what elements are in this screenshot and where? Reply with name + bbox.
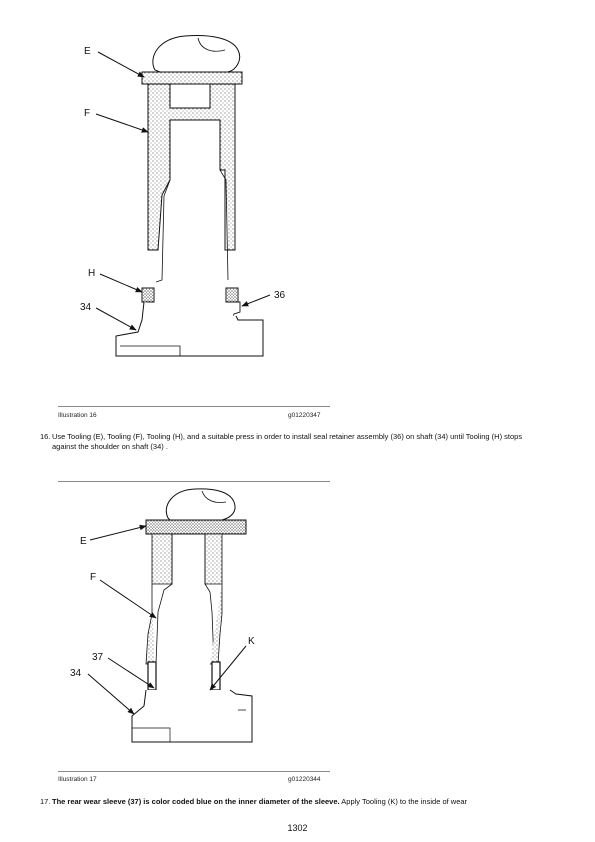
callout-37: 37 — [92, 652, 104, 663]
step-text: Use Tooling (E), Tooling (F), Tooling (H), and a suitable press in order to install seal retainer assembly (36) on shaft (34) until Tooling (H) stops against the shoulder on shaft (34) . — [52, 432, 523, 451]
callout-e: E — [80, 536, 87, 547]
press-ram — [166, 489, 235, 520]
tooling-h-left — [142, 288, 154, 302]
shaft-34 — [132, 690, 252, 742]
callout-36: 36 — [274, 290, 286, 301]
caption-code: g01220344 — [288, 776, 321, 783]
callout-e: E — [84, 46, 91, 57]
caption-label: Illustration 16 — [58, 412, 97, 419]
figure-top-rule — [58, 481, 330, 482]
callout-h: H — [88, 268, 96, 279]
step-text: Apply Tooling (K) to the inside of wear — [339, 797, 468, 806]
tooling-e-plate — [146, 520, 246, 534]
callout-34: 34 — [70, 668, 82, 679]
illustration-16 — [60, 20, 320, 365]
caption-code: g01220347 — [288, 412, 321, 419]
step-bold-text: The rear wear sleeve (37) is color coded blue on the inner diameter of the sleeve. — [52, 797, 340, 806]
callout-f: F — [84, 108, 91, 119]
caption-rule — [58, 406, 330, 407]
press-ram — [153, 36, 240, 72]
shaft-34 — [116, 302, 263, 356]
wear-sleeve-37 — [148, 662, 156, 690]
tooling-h-right — [226, 288, 238, 302]
tooling-f-collar — [152, 534, 222, 584]
tooling-f-sleeve — [148, 84, 235, 250]
caption-rule — [58, 771, 330, 772]
caption-label: Illustration 17 — [58, 776, 97, 783]
callout-k: K — [248, 636, 255, 647]
callout-34: 34 — [80, 302, 92, 313]
callout-f: F — [90, 572, 97, 583]
illustration-17 — [60, 484, 320, 764]
step-number: 17. — [40, 797, 51, 806]
step-number: 16. — [40, 432, 51, 441]
tooling-e-plate — [142, 72, 242, 84]
page-number: 1302 — [287, 823, 308, 833]
